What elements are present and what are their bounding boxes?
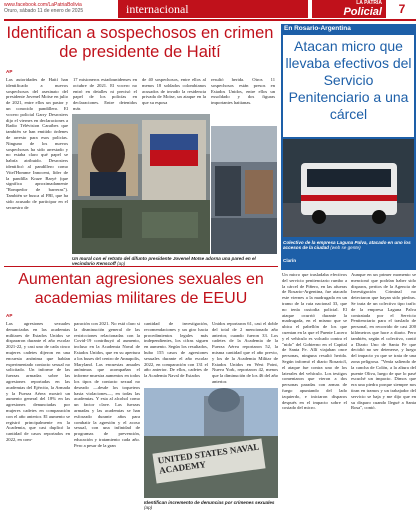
eeuu-byline: AP — [6, 313, 13, 318]
argentina-col-1: Un micro que trasladaba efectivos del servicio penitenciario rumbo a la cárcel de Piñero, en las afueras de Rosario-Argentina, fue atacado este viernes a la madrugada en un tramo de la ruta nacional 33, que no tenía custodia policial. El ataque ocurrió durante la madrugada, en el mismo que se ubica el pabellón de los que cuentan en la que el Puente Lucero y el vehículo es volcado contra el "nido" del Gobierno en el Capital de Santa Fe. Allí viajaban once personas, ninguna resultó herida. Según informó el diario Rosario3, el ataque fue contra uno de los laterales del vehículo. Los testigos comentaron que vieron a dos personas paradas con armas de fuego apuntando del lado izquierdo, e iniciaron disparos después en el impacto sobre el costado del micro. — [282, 272, 347, 411]
header-meta — [4, 2, 114, 14]
argentina-byline: Clarín — [283, 258, 297, 263]
eeuu-col-3: cantidad de investigación, recomendaciones y un giro hacia procedimientos legales más independientes, los cifras siguen en aumento. Según los resultados, hubo 155 casos de agresiones sexuales durante el año escolar 2022, en comparación con 131 el año anterior. De ellos, cadetes de la Academia Naval de Estados — [144, 321, 208, 379]
brand-top: LA PATRIA — [356, 0, 382, 6]
article-divider — [4, 266, 278, 267]
haiti-caption-credit: (ap) — [117, 261, 126, 267]
haiti-side-photo — [211, 126, 277, 254]
haiti-byline: AP — [6, 69, 13, 74]
eeuu-col-2: paración con 2021. No está claro si la disminución general de las restricciones relacionadas con la Covid-19 contribuyó al aumento, incluso en la Academia Naval de Estados Unidos, que en su apertura a los buses del centro de Annapolis, Maryland. Las encuestas anuales anónimas que acompañan el informe muestra aumentos en todos los tipos de contacto sexual no deseado —desde los toqueteos hasta violaciones—, en todas las academias. Y esta al alcohol como un factor clave. Las fuerzas armadas y las academias se han esforzado durante años para combatir la agresión y el acoso sexual, con una infinidad de programas de prevención, educación y tratamiento cada año. Pero a pesar de la gran — [74, 321, 140, 448]
brand-main: Policial — [343, 6, 382, 18]
street-image — [211, 126, 277, 254]
eeuu-col-1: Las agresiones sexuales denunciadas en las academias militares de Estados Unidos se dispararon durante el año escolar 2021-22, y casi uno de cada cinco mujeres cadetes dijeron en una encuesta anónima que habían experimentado contacto sexual no solicitado. Un informe de las fuerzas armadas sobre las agresiones reportadas en las academias del Ejército, la Armada y la Fuerza Aérea mostró un aumento general del 18% en las agresiones denunciadas por mujeres cadetes en comparación con el año anterior. El aumento se registró principalmente en la Academia, que casi duplicó la cantidad de casos reportados en 2022, en com- — [6, 321, 70, 442]
eeuu-col-4: Unidos reportaron 61, casi el doble del total de 2 mencionado año anterior, cuando fueron 33. Los cadetes de la Academia de la Fuerza Aérea reportaron 52, la misma cantidad que el año previo, y los de la Academia Militar de Estados Unidos en West Point, Nueva York, reportaron 42, menos que la diminución de los 46 del año anterior. — [212, 321, 278, 384]
haiti-caption-text: Un mural con el retrato del difunto presidente Jovenel Moïse adorna una pared en el vecindario Kenscoff — [72, 256, 256, 267]
argentina-kicker: En Rosario-Argentina — [284, 25, 351, 32]
naval-sign-text: UNITED STATES NAVAL ACADEMY — [157, 441, 260, 476]
argentina-caption-credit: (web se gente) — [330, 245, 361, 251]
eeuu-headline: Aumentan agresiones sexuales en academias militares de EEUU — [18, 271, 264, 307]
naval-academy-photo — [144, 388, 278, 498]
issue-date: Oruro, sábado 11 de enero de 2025 — [4, 8, 84, 14]
argentina-caption-text: Colectivo de la empresa Laguna Palva, atacado en uno los accesos de la ciudad — [283, 240, 411, 251]
haiti-col-3: de 40 sospechosos, entre ellos al menos 18 soldados colombianos acusados de invadir la residencia privada de Moïse, un ataque en la que su esposa — [142, 77, 206, 106]
argentina-headline-box — [283, 35, 414, 137]
brand-logo — [312, 0, 386, 18]
argentina-col-2: Aunque en un primer momento se mencionó que podrían haber sido disparos, peritos de la Agencia de Investigación Criminal no detectaron que hayan sido piedras. Se trata de un colectivo tipo trafic de la empresa Laguna Palva contratada por el Servicio Penitenciario para el traslado de personal, en recorrido de casi 200 kilómetros que hace a diario. Pero también, según el colectivo, contó a Diario Uno de Santa Fe que decidió no ser detenerse, y luego del impacto ya que se trata de una zona peligrosa. "Venía saliendo de la cancha de Colón, a la altura del puente Oliva, luego de que lo pasé escuché un impacto. Dimos que era una piedra porque siempre nos tiran en tramos y un trabajador del servicio se baja y me dijo que en su disparo cuando llegué a Santa Rosa", contó. — [351, 272, 416, 411]
page-number: 7 — [398, 2, 406, 16]
bus-image — [283, 139, 414, 237]
facebook-url[interactable]: www.facebook.com/LaPatriaBolivia — [4, 2, 82, 8]
haiti-mural-photo — [72, 114, 210, 254]
section-title: internacional — [118, 0, 308, 18]
haiti-article — [4, 24, 276, 62]
eeuu-caption — [144, 500, 278, 511]
eeuu-headline-box — [4, 270, 278, 308]
haiti-col-1: Las autoridades de Haití han identificado a nuevos sospechosos del asesinato del presidente Jovenel Moïse en julio de 2021, entre ellos un pastor y un conocido pandillero. El vocero policial Garry Desrosiers dijo el viernes en declaraciones a Radio Télévision Caraïbes que también se han emitido órdenes de arresto para esos policías. Ninguno de los nuevos sospechosos ha sido arrestado y no estaba claro qué papel se habría atribuido. Desrosiers identificó al pandillero como Vitel'Homme Innocent, líder de la pandilla Kraze Baryè (que significa aproximadamente "Rompedor de barreras"). También se busca al FBI, que ha sido acusado de participar en el secuestro de — [6, 77, 68, 210]
haiti-col-2: 17 misioneros estadounidenses en octubre de 2021. El vocero no entró en detalles ni precisó el papel de los policías en declaraciones. Entre detenidos más — [73, 77, 137, 111]
argentina-bus-photo — [283, 139, 414, 237]
argentina-caption — [283, 240, 414, 251]
mural-image — [72, 114, 210, 254]
header-rule — [4, 19, 416, 21]
eeuu-caption-text: Identifican incremento de denuncias por crímenes sexuales — [144, 500, 275, 505]
haiti-headline: Identifican a sospechosos en crimen de presidente de Haití — [6, 24, 274, 61]
haiti-col-4: resultó herida. Otros 11 sospechosos están presos en Estados Unidos, entre ellos un exsoldado y dos figuras importantes haitianas. — [211, 77, 275, 106]
eeuu-caption-credit: (ap) — [144, 505, 153, 511]
argentina-headline: Atacan micro que llevaba efectivos del Servicio Penitenciario a una cárcel — [285, 38, 412, 122]
